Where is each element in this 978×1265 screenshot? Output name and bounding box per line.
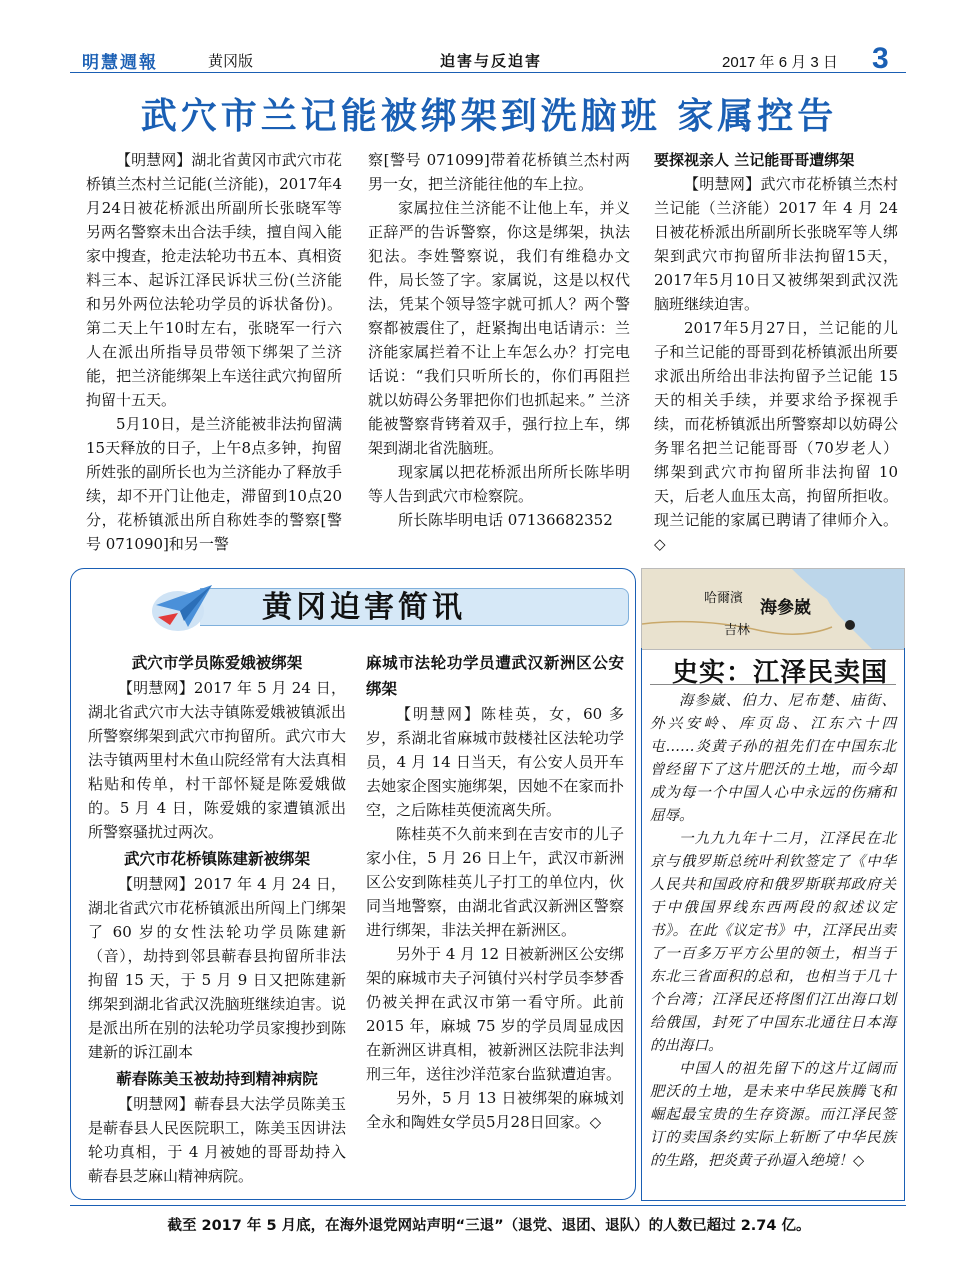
article-paragraph: 现家属以把花桥派出所所长陈毕明等人告到武穴市检察院。 [368,463,630,505]
brief-heading: 蕲春陈美玉被劫持到精神病院 [116,1070,318,1088]
paper-plane-icon [148,575,218,637]
brief-paragraph: 【明慧网】陈桂英，女，60 多岁，系湖北省麻城市鼓楼社区法轮功学员，4 月 14 日当天，有公安人员开车去她家企图实施绑架，因她不在家而扑空，之后陈桂英便流离失所。 [366,705,624,819]
article-column-1 [86,148,342,556]
brief-paragraph: 【明慧网】2017 年 5 月 24 日，湖北省武穴市大法寺镇陈爱娥被镇派出所警察绑架到武穴市拘留所。武穴市大法寺镇两里村木鱼山院经常有大法真相粘贴和传单，村干部怀疑是陈爱娥做的。5 月 4 日，陈爱娥的家遭镇派出所警察骚扰过两次。 [88,679,346,841]
map-label: 海參崴 [760,598,811,618]
sidebar-paragraph: 中国人的祖先留下的这片辽阔而肥沃的土地，是未来中华民族腾飞和崛起最宝贵的生存资源。而江泽民签订的卖国条约实际上斩断了中华民族的生路，把炎黄子孙逼入绝境！◇ [650,1061,896,1169]
map-label: 吉林 [724,623,751,638]
article-paragraph: 察[警号 071099]带着花桥镇兰杰村两男一女，把兰济能往他的车上拉。 [368,151,630,193]
page-number: 3 [872,42,889,75]
map-image [641,568,905,650]
footer-note: 截至 2017 年 5 月底，在海外退党网站声明“三退”（退党、退团、退队）的人数已超过 2.74 亿。 [167,1218,811,1234]
brief-heading: 武穴市学员陈爱娥被绑架 [131,654,303,672]
sidebar-body [650,690,896,1173]
briefs-title: 黄冈迫害简讯 [262,590,466,625]
section-title: 迫害与反迫害 [440,52,543,70]
briefs-left-column [88,650,346,1188]
headline: 武穴市兰记能被绑架到洗脑班 家属控告 [140,96,838,137]
sidebar-divider [650,684,896,685]
brief-paragraph: 另外，5 月 13 日被绑架的麻城刘全永和陶姓女学员5月28日回家。◇ [366,1089,624,1131]
sidebar-paragraph: 一九九九年十二月，江泽民在北京与俄罗斯总统叶利钦签定了《中华人民共和国政府和俄罗斯联邦政府关于中俄国界线东西两段的叙述议定书》。在此《议定书》中，江泽民出卖了一百多万平方公里的领土，相当于东北三省面积的总和，也相当于几十个台湾；江泽民还将图们江出海口划给俄国，封死了中国东北通往日本海的出海口。 [650,831,896,1054]
brief-paragraph: 【明慧网】2017 年 4 月 24 日，湖北省武穴市花桥镇派出所闯上门绑架了 60 岁的女性法轮功学员陈建新（音），劫持到邻县蕲春县拘留所非法拘留 15 天，于 5 月 9 日又把陈建新绑架到湖北省武汉洗脑班继续迫害。说是派出所在别的法轮功学员家搜抄到陈建新的诉江副本 [88,875,346,1061]
brief-heading: 麻城市法轮功学员遭武汉新洲区公安绑架 [366,654,624,698]
brief-heading: 武穴市花桥镇陈建新被绑架 [123,850,310,868]
article-paragraph: 2017年5月27日，兰记能的儿子和兰记能的哥哥到花桥镇派出所要求派出所给出非法拘留予兰记能 15 天的相关手续，并要求给予探视手续，而花桥镇派出所警察却以妨碍公务罪名把兰记能哥哥（70岁老人）绑架到武穴市拘留所非法拘留 10 天，后老人血压太高，拘留所拒收。现兰记能的家属已聘请了律师介入。◇ [654,319,898,553]
map-label: 哈爾濱 [704,591,744,606]
brief-paragraph: 陈桂英不久前来到在吉安市的儿子家小住，5 月 26 日上午，武汉市新洲区公安到陈桂英儿子打工的单位内，伙同当地警察，由湖北省武汉新洲区警察进行绑架，非法关押在新洲区。 [366,825,624,939]
brief-paragraph: 另外于 4 月 12 日被新洲区公安绑架的麻城市夫子河镇付兴村学员李梦香仍被关押在武汉市第一看守所。此前 2015 年，麻城 75 岁的学员周显成因在新洲区讲真相，被新洲区法院非法判刑三年，送往沙洋范家台监狱遭迫害。 [366,945,624,1083]
article-paragraph: 家属拉住兰济能不让他上车，并义正辞严的告诉警察，你这是绑架，执法犯法。李姓警察说，我们有维稳办文件，局长签了字。家属说，这是以权代法，凭某个领导签字就可抓人？两个警察都被震住了，赶紧掏出电话请示：兰济能家属拦着不让上车怎么办？打完电话说：“我们只听所长的，你们再阻拦就以妨碍公务罪把你们也抓起来。” 兰济能被警察背铐着双手，强行拉上车，绑架到湖北省洗脑班。 [368,199,630,457]
article-column-2 [368,148,630,532]
article-paragraph: 【明慧网】武穴市花桥镇兰杰村兰记能（兰济能）2017 年 4 月 24 日被花桥派出所副所长张晓军等人绑架到武穴市拘留所非法拘留15天，2017年5月10日又被绑架到武汉洗脑班继续迫害。 [654,175,898,313]
article-column-3 [654,148,898,556]
footer-divider [70,1205,906,1206]
phone-line: 所长陈毕明电话 07136682352 [398,511,613,529]
article-paragraph: 5月10日，是兰济能被非法拘留满15天释放的日子，上午8点多钟，拘留所姓张的副所长也为兰济能办了释放手续，却不开门让他走，滞留到10点20分，花桥镇派出所自称姓李的警察[警号 071090]和另一警 [86,415,342,553]
issue-date: 2017 年 6 月 3 日 [722,54,838,71]
sidebar-paragraph: 海参崴、伯力、尼布楚、庙街、外兴安岭、库页岛、江东六十四屯……炎黄子孙的祖先们在中国东北曾经留下了这片肥沃的土地，而今却成为每一个中国人心中永远的伤痛和屈辱。 [650,693,896,824]
brief-paragraph: 【明慧网】蕲春县大法学员陈美玉是蕲春县人民医院职工，陈美玉因讲法轮功真相，于 4 月被她的哥哥劫持入蕲春县芝麻山精神病院。 [88,1095,346,1185]
briefs-right-column [366,650,624,1134]
header-divider [70,72,906,73]
masthead: 明慧週報 [82,53,158,73]
article-paragraph: 【明慧网】湖北省黄冈市武穴市花桥镇兰杰村兰记能(兰济能)，2017年4月24日被花桥派出所副所长张晓军等另两名警察未出合法手续，擅自闯入能家中搜查，抢走法轮功书五本、真相资料三本、起诉江泽民诉状三份(兰济能和另外两位法轮功学员的诉状备份)。第二天上午10时左右，张晓军一行六人在派出所指导员带领下绑架了兰济能，把兰济能绑架上车送往武穴拘留所拘留十五天。 [86,151,342,409]
article-subhead: 要探视亲人 兰记能哥哥遭绑架 [654,151,855,169]
edition-label: 黄冈版 [208,52,254,70]
sidebar-title: 史实：江泽民卖国 [672,658,889,688]
